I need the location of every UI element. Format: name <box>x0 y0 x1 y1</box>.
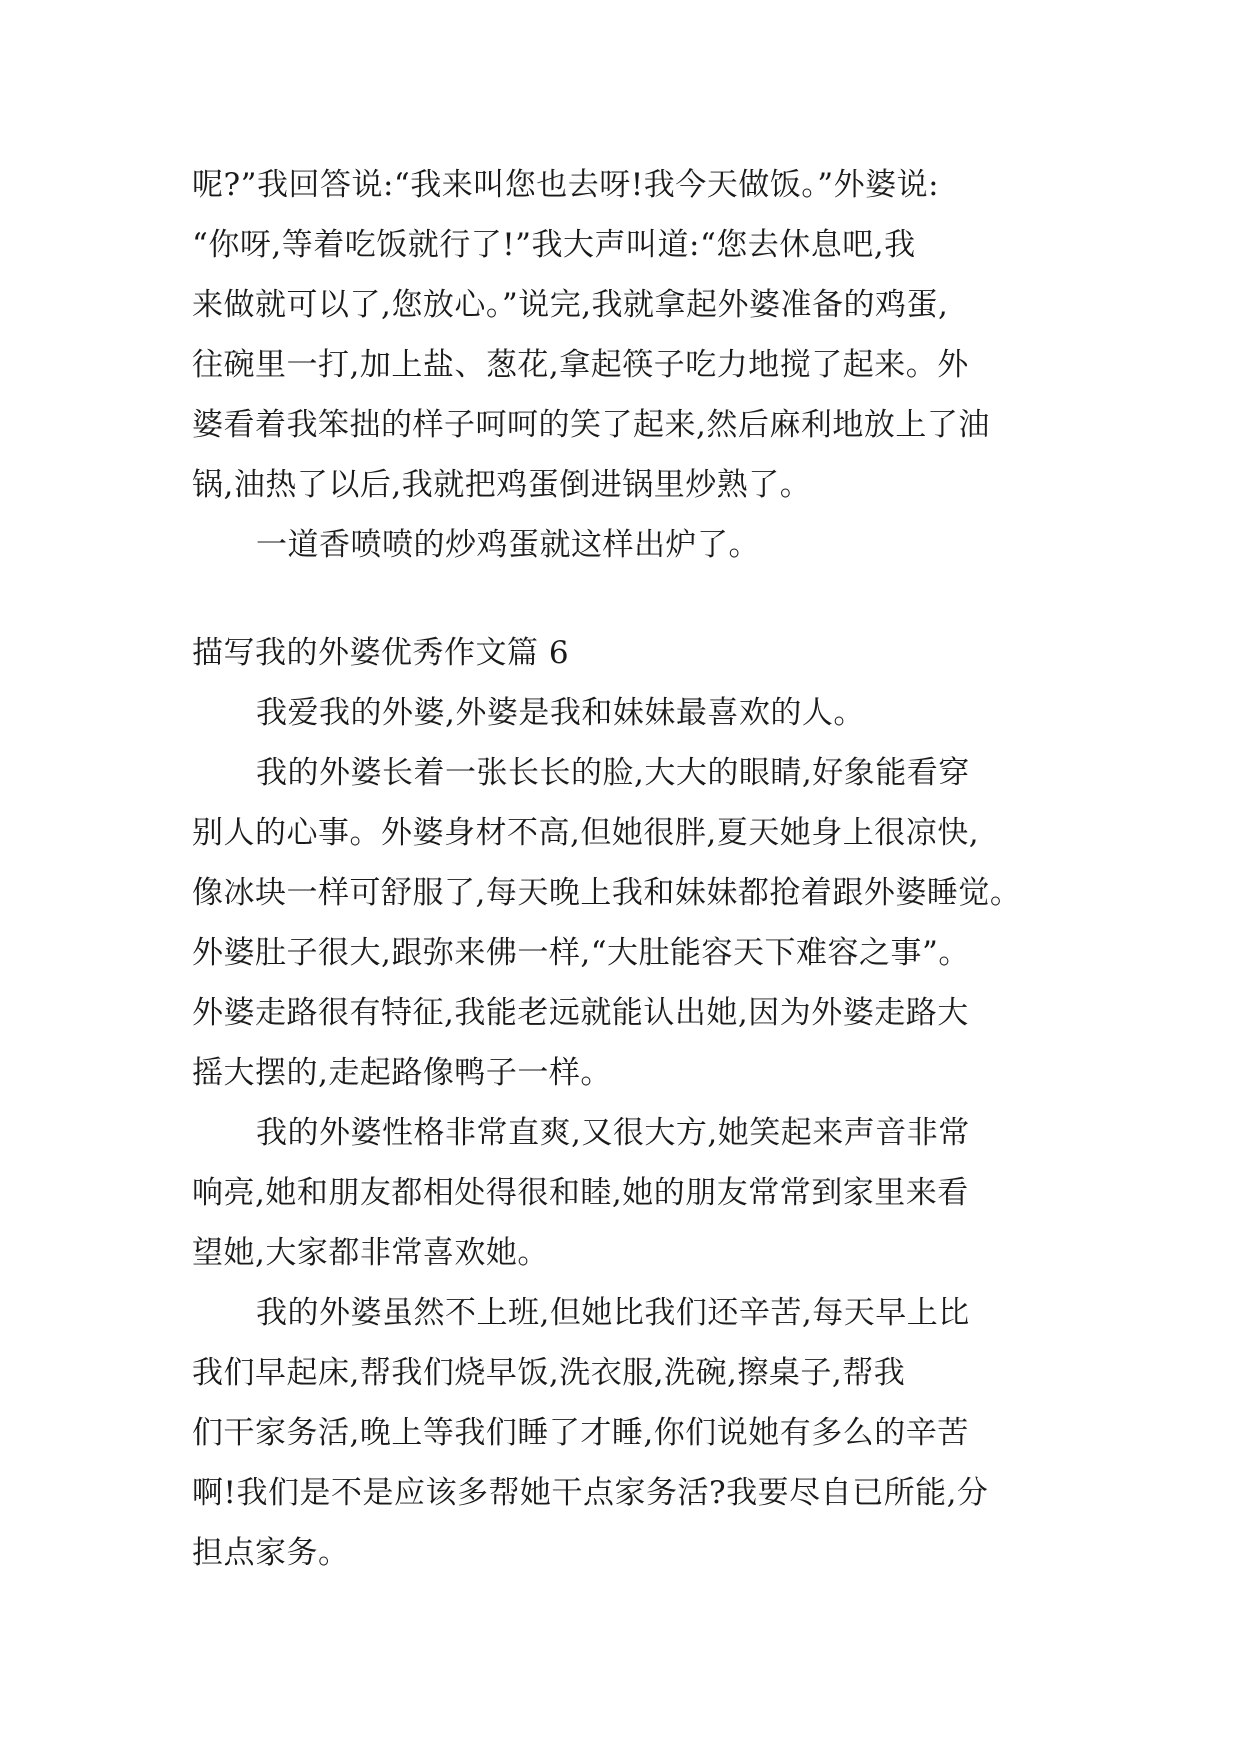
paragraph-line: 我爱我的外婆,外婆是我和妹妹最喜欢的人。 <box>256 695 865 731</box>
text-line: 婆看着我笨拙的样子呵呵的笑了起来,然后麻利地放上了油 <box>192 407 990 443</box>
paragraph-line: 外婆肚子很大,跟弥来佛一样,“大肚能容天下难容之事”。 <box>192 935 970 971</box>
text-line: 呢?”我回答说:“我来叫您也去呀!我今天做饭。”外婆说: <box>192 167 940 203</box>
section-heading: 描写我的外婆优秀作文篇 6 <box>192 635 570 671</box>
paragraph-line: 别人的心事。外婆身材不高,但她很胖,夏天她身上很凉快, <box>192 815 980 851</box>
paragraph-line: 担点家务。 <box>192 1535 350 1571</box>
paragraph-line: 们干家务活,晚上等我们睡了才睡,你们说她有多么的辛苦 <box>192 1415 969 1451</box>
paragraph-line: 我的外婆虽然不上班,但她比我们还辛苦,每天早上比 <box>256 1295 970 1331</box>
text-line: 锅,油热了以后,我就把鸡蛋倒进锅里炒熟了。 <box>192 467 812 503</box>
paragraph-line: 外婆走路很有特征,我能老远就能认出她,因为外婆走路大 <box>192 995 969 1031</box>
text-line: 来做就可以了,您放心。”说完,我就拿起外婆准备的鸡蛋, <box>192 287 949 323</box>
paragraph-line: 像冰块一样可舒服了,每天晚上我和妹妹都抢着跟外婆睡觉。 <box>192 875 1022 911</box>
paragraph-line: 响亮,她和朋友都相处得很和睦,她的朋友常常到家里来看 <box>192 1175 969 1211</box>
paragraph-line: 我们早起床,帮我们烧早饭,洗衣服,洗碗,擦桌子,帮我 <box>192 1355 906 1391</box>
paragraph-line: 望她,大家都非常喜欢她。 <box>192 1235 549 1271</box>
text-line: “你呀,等着吃饭就行了!”我大声叫道:“您去休息吧,我 <box>192 227 916 263</box>
paragraph-line: 我的外婆性格非常直爽,又很大方,她笑起来声音非常 <box>256 1115 970 1151</box>
closing-paragraph: 一道香喷喷的炒鸡蛋就这样出炉了。 <box>256 527 760 563</box>
paragraph-line: 摇大摆的,走起路像鸭子一样。 <box>192 1055 612 1091</box>
text-line: 往碗里一打,加上盐、葱花,拿起筷子吃力地搅了起来。外 <box>192 347 969 383</box>
paragraph-line: 我的外婆长着一张长长的脸,大大的眼睛,好象能看穿 <box>256 755 970 791</box>
paragraph-line: 啊!我们是不是应该多帮她干点家务活?我要尽自已所能,分 <box>192 1475 989 1511</box>
